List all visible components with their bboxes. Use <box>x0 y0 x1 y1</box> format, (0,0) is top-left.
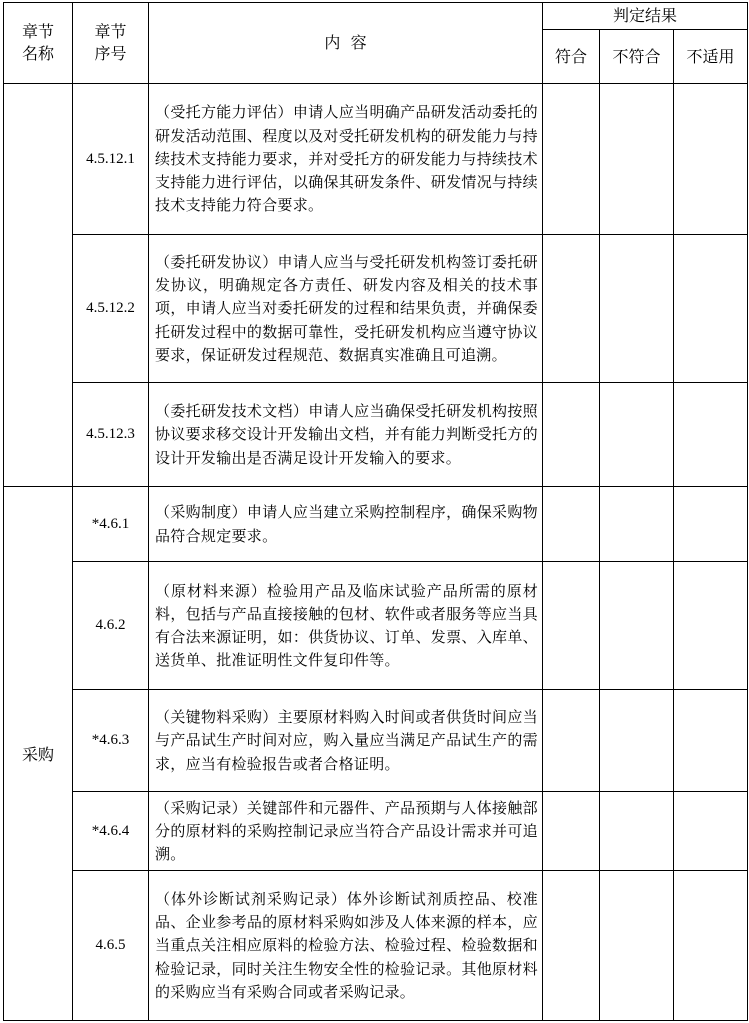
na-cell[interactable] <box>674 562 748 690</box>
table-row <box>4 690 748 792</box>
row-content: （关键物料采购）主要原材料购入时间或者供货时间应当与产品试生产时间对应，购入量应当满足产品试生产的需求，应当有检验报告或者合格证明。 <box>149 690 543 792</box>
table-row <box>4 792 748 871</box>
na-cell[interactable] <box>674 690 748 792</box>
section-no: 4.5.12.1 <box>73 84 149 235</box>
conform-cell[interactable] <box>543 487 600 562</box>
nonconform-cell[interactable] <box>600 235 674 383</box>
nonconform-cell[interactable] <box>600 383 674 487</box>
nonconform-cell[interactable] <box>600 562 674 690</box>
section-no: 4.6.2 <box>73 562 149 690</box>
table-row <box>4 562 748 690</box>
section-no: 4.5.12.2 <box>73 235 149 383</box>
row-content: （委托研发技术文档）申请人应当确保受托研发机构按照协议要求移交设计开发输出文档，并有能力判断受托方的设计开发输出是否满足设计开发输入的要求。 <box>149 383 543 487</box>
nonconform-cell[interactable] <box>600 487 674 562</box>
na-cell[interactable] <box>674 383 748 487</box>
section-no: *4.6.3 <box>73 690 149 792</box>
conform-cell[interactable] <box>543 84 600 235</box>
na-cell[interactable] <box>674 84 748 235</box>
checklist-table <box>3 2 748 1021</box>
na-cell[interactable] <box>674 487 748 562</box>
na-cell[interactable] <box>674 871 748 1021</box>
table-row <box>4 871 748 1021</box>
header-conform: 符合 <box>543 30 600 84</box>
row-content: （委托研发协议）申请人应当与受托研发机构签订委托研发协议，明确规定各方责任、研发内容及相关的技术事项，申请人应当对委托研发的过程和结果负责，并确保委托研发过程中的数据可靠性，受托研发机构应当遵守协议要求，保证研发过程规范、数据真实准确且可追溯。 <box>149 235 543 383</box>
conform-cell[interactable] <box>543 690 600 792</box>
header-section-no: 章节 序号 <box>73 3 149 84</box>
section-no: 4.6.5 <box>73 871 149 1021</box>
row-content: （采购制度）申请人应当建立采购控制程序，确保采购物品符合规定要求。 <box>149 487 543 562</box>
header-content: 内 容 <box>149 3 543 84</box>
header-section-name: 章节 名称 <box>4 3 73 84</box>
conform-cell[interactable] <box>543 562 600 690</box>
conform-cell[interactable] <box>543 792 600 871</box>
section-no: 4.5.12.3 <box>73 383 149 487</box>
row-content: （原材料来源）检验用产品及临床试验产品所需的原材料，包括与产品直接接触的包材、软件或者服务等应当具有合法来源证明，如：供货协议、订单、发票、入库单、送货单、批准证明性文件复印件等。 <box>149 562 543 690</box>
header-result: 判定结果 <box>543 3 748 30</box>
nonconform-cell[interactable] <box>600 792 674 871</box>
table-row <box>4 487 748 562</box>
row-content: （采购记录）关键部件和元器件、产品预期与人体接触部分的原材料的采购控制记录应当符合产品设计需求并可追溯。 <box>149 792 543 871</box>
table-row <box>4 84 748 235</box>
na-cell[interactable] <box>674 235 748 383</box>
row-content: （受托方能力评估）申请人应当明确产品研发活动委托的研发活动范围、程度以及对受托研发机构的研发能力与持续技术支持能力要求，并对受托方的研发能力与持续技术支持能力进行评估，以确保其研发条件、研发情况与持续技术支持能力符合要求。 <box>149 84 543 235</box>
header-na: 不适用 <box>674 30 748 84</box>
section-name-purchase: 采购 <box>4 487 73 1021</box>
row-content: （体外诊断试剂采购记录）体外诊断试剂质控品、校准品、企业参考品的原材料采购如涉及人体来源的样本，应当重点关注相应原料的检验方法、检验过程、检验数据和检验记录，同时关注生物安全性的检验记录。其他原材料的采购应当有采购合同或者采购记录。 <box>149 871 543 1021</box>
section-no: *4.6.1 <box>73 487 149 562</box>
conform-cell[interactable] <box>543 235 600 383</box>
header-nonconform: 不符合 <box>600 30 674 84</box>
na-cell[interactable] <box>674 792 748 871</box>
table-row <box>4 235 748 383</box>
conform-cell[interactable] <box>543 383 600 487</box>
nonconform-cell[interactable] <box>600 871 674 1021</box>
nonconform-cell[interactable] <box>600 690 674 792</box>
section-no: *4.6.4 <box>73 792 149 871</box>
table-row <box>4 383 748 487</box>
section-name-cell <box>4 84 73 487</box>
nonconform-cell[interactable] <box>600 84 674 235</box>
conform-cell[interactable] <box>543 871 600 1021</box>
